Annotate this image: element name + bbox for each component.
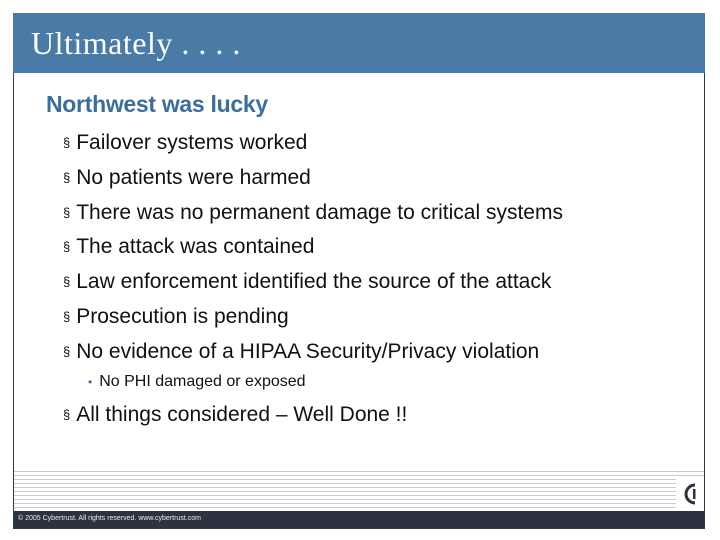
bullet-marker: § [63, 239, 71, 254]
bullet-text: The attack was contained [76, 235, 315, 258]
bullet-item [63, 305, 289, 329]
bullet-text: Failover systems worked [76, 131, 308, 154]
bullet-item-final [63, 403, 407, 427]
bullet-item [63, 131, 307, 155]
footer-band [14, 468, 704, 514]
sub-bullet-item [88, 373, 306, 391]
bullet-marker: § [63, 135, 71, 150]
bullet-marker: § [63, 170, 71, 185]
bullet-item [63, 340, 539, 364]
bullet-text: There was no permanent damage to critical systems [76, 201, 563, 224]
bullet-marker: § [63, 407, 71, 422]
copyright-text: © 2005 Cybertrust. All rights reserved. www.cybertrust.com [18, 515, 201, 522]
slide-subtitle: Northwest was lucky [46, 91, 268, 117]
bullet-marker: § [63, 205, 71, 220]
bullet-text: No patients were harmed [76, 166, 311, 189]
bullet-item [63, 235, 314, 259]
bullet-text: All things considered – Well Done !! [76, 403, 408, 426]
sub-bullet-marker: • [88, 375, 93, 389]
bullet-text: No evidence of a HIPAA Security/Privacy violation [76, 340, 540, 363]
bullet-item [63, 201, 563, 225]
sub-bullet-text: No PHI damaged or exposed [99, 373, 306, 390]
bullet-marker: § [63, 344, 71, 359]
bullet-item [63, 166, 311, 190]
bullet-item [63, 270, 551, 294]
bullet-text: Prosecution is pending [76, 305, 289, 328]
bullet-marker: § [63, 274, 71, 289]
bullet-text: Law enforcement identified the source of the attack [76, 270, 552, 293]
slide-title: Ultimately . . . . [31, 25, 241, 61]
bullet-marker: § [63, 309, 71, 324]
cybertrust-logo-icon [681, 480, 701, 508]
